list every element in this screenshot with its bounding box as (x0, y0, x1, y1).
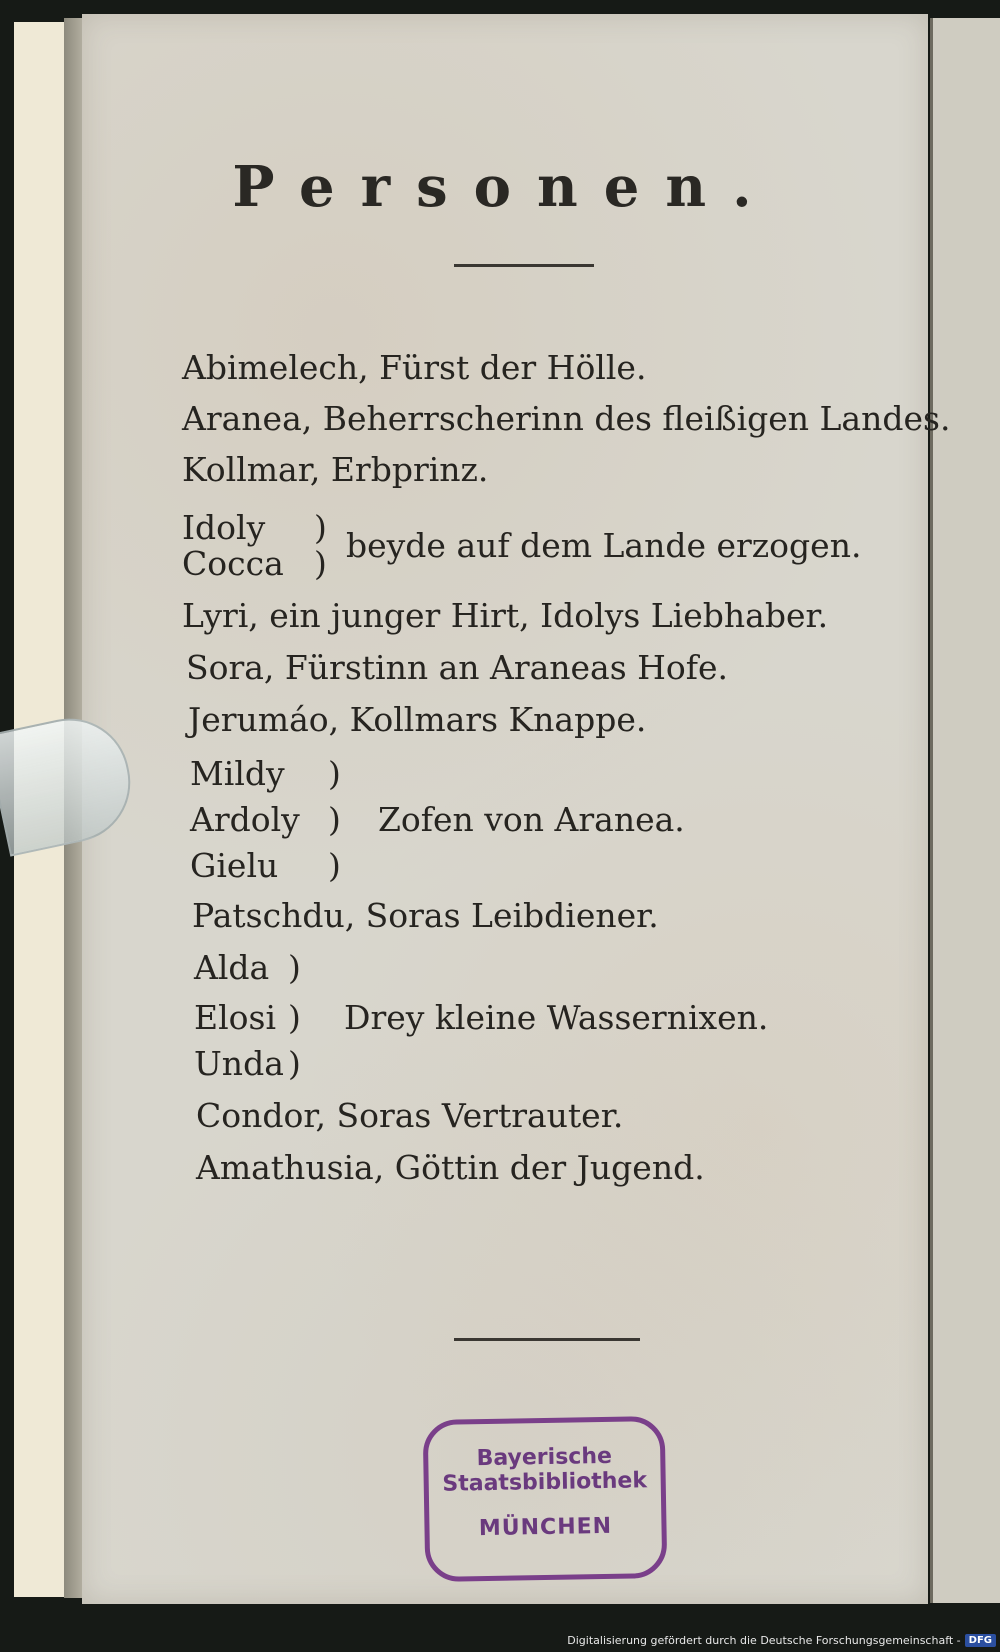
bracket-glyph: ) (288, 998, 301, 1037)
cast-group-name: Elosi (194, 998, 277, 1037)
cast-entry: Lyri, ein junger Hirt, Idolys Liebhaber. (182, 596, 829, 635)
stamp-line: Staatsbibliothek (442, 1468, 648, 1497)
bracket-glyph: ) (288, 1044, 301, 1083)
bracket-glyph: ) (328, 846, 341, 885)
cast-group-name: Cocca (182, 544, 284, 583)
bracket-glyph: ) (328, 800, 341, 839)
cast-group-name: Ardoly (190, 800, 300, 839)
cast-group-description: beyde auf dem Lande erzogen. (346, 526, 862, 565)
cast-group-name: Idoly (182, 508, 266, 547)
digitization-credit (567, 1631, 996, 1649)
credit-text: Digitalisierung gefördert durch die Deutsche Forschungsgemeinschaft - (567, 1633, 961, 1647)
cast-group-name: Alda (194, 948, 270, 987)
cast-group-description: Zofen von Aranea. (378, 800, 685, 839)
bracket-glyph: ) (328, 754, 341, 793)
cast-entry: Condor, Soras Vertrauter. (196, 1096, 624, 1135)
next-page-edge (930, 18, 1000, 1603)
page-title: Personen. (232, 154, 778, 220)
title-rule (454, 264, 594, 267)
dfg-logo: DFG (965, 1634, 996, 1647)
cast-group-description: Drey kleine Wassernixen. (344, 998, 769, 1037)
cast-entry: Aranea, Beherrscherinn des fleißigen Landes. (182, 399, 951, 438)
bracket-glyph: ) (314, 508, 327, 547)
closing-rule (454, 1338, 640, 1341)
book-page (82, 14, 951, 1604)
cast-entry: Kollmar, Erbprinz. (182, 450, 489, 489)
cast-group-name: Gielu (190, 846, 279, 885)
library-stamp (423, 1416, 668, 1582)
bracket-glyph: ) (288, 948, 301, 987)
cast-entry: Abimelech, Fürst der Hölle. (182, 348, 647, 387)
stamp-line: MÜNCHEN (478, 1513, 613, 1542)
cast-group-name: Mildy (190, 754, 285, 793)
cast-entry: Jerumáo, Kollmars Knappe. (188, 700, 647, 739)
stamp-line: Bayerische (476, 1443, 613, 1472)
bracket-glyph: ) (314, 544, 327, 583)
cast-entry: Sora, Fürstinn an Araneas Hofe. (186, 648, 729, 687)
cast-entry: Patschdu, Soras Leibdiener. (192, 896, 659, 935)
cast-group-name: Unda (194, 1044, 284, 1083)
cast-entry: Amathusia, Göttin der Jugend. (196, 1148, 705, 1187)
